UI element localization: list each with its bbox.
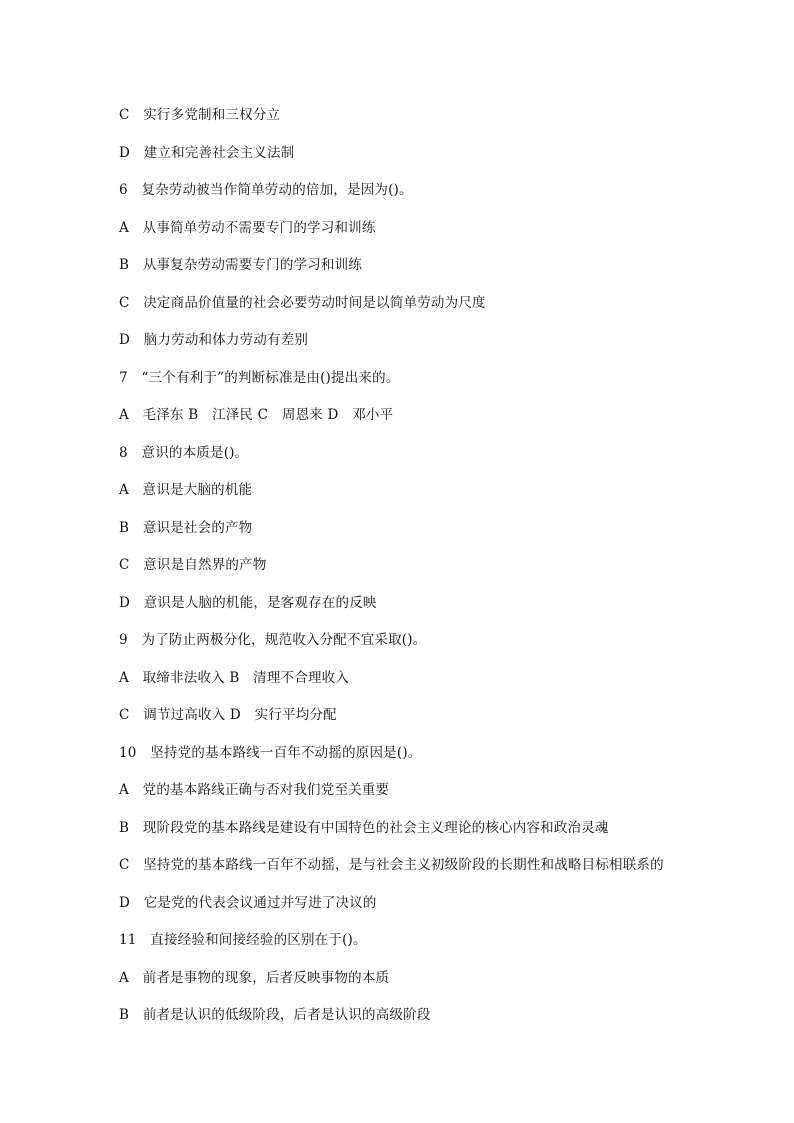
question-line: 7 “三个有利于”的判断标准是由()提出来的。 — [119, 369, 400, 386]
question-line: 8 意识的本质是()。 — [119, 444, 249, 461]
question-line: 9 为了防止两极分化，规范收入分配不宜采取()。 — [119, 632, 427, 648]
option-line: B 从事复杂劳动需要专门的学习和训练 — [119, 257, 363, 273]
text-line: D 建立和完善社会主义法制 — [119, 144, 295, 161]
option-line: D 它是党的代表会议通过并写进了决议的 — [119, 894, 377, 911]
option-line: C 意识是自然界的产物 — [119, 557, 267, 573]
option-line: A 取缔非法收入 B 清理不合理收入 — [119, 669, 350, 686]
question-line: 6 复杂劳动被当作简单劳动的倍加，是因为()。 — [119, 182, 413, 198]
option-line: A 从事简单劳动不需要专门的学习和训练 — [119, 219, 376, 236]
option-line: A 毛泽东 B 江泽民 C 周恩来 D 邓小平 — [119, 407, 394, 423]
option-line: C 调节过高收入 D 实行平均分配 — [119, 707, 337, 723]
option-line: C 坚持党的基本路线一百年不动摇，是与社会主义初级阶段的长期性和战略目标相联系的 — [119, 857, 664, 873]
question-line: 10 坚持党的基本路线一百年不动摇的原因是()。 — [119, 744, 422, 761]
option-line: A 意识是大脑的机能 — [119, 482, 253, 498]
option-line: C 决定商品价值量的社会必要劳动时间是以简单劳动为尺度 — [119, 294, 486, 311]
option-line: B 现阶段党的基本路线是建设有中国特色的社会主义理论的核心内容和政治灵魂 — [119, 819, 609, 836]
document-body — [119, 104, 759, 1042]
option-line: B 意识是社会的产物 — [119, 519, 253, 536]
option-line: D 意识是人脑的机能，是客观存在的反映 — [119, 594, 377, 611]
option-line: D 脑力劳动和体力劳动有差别 — [119, 332, 309, 348]
question-line: 11 直接经验和间接经验的区别在于()。 — [119, 932, 367, 948]
option-line: A 前者是事物的现象，后者反映事物的本质 — [119, 969, 390, 986]
text-line: C 实行多党制和三权分立 — [119, 107, 281, 123]
option-line: A 党的基本路线正确与否对我们党至关重要 — [119, 782, 390, 798]
option-line: B 前者是认识的低级阶段，后者是认识的高级阶段 — [119, 1007, 431, 1023]
